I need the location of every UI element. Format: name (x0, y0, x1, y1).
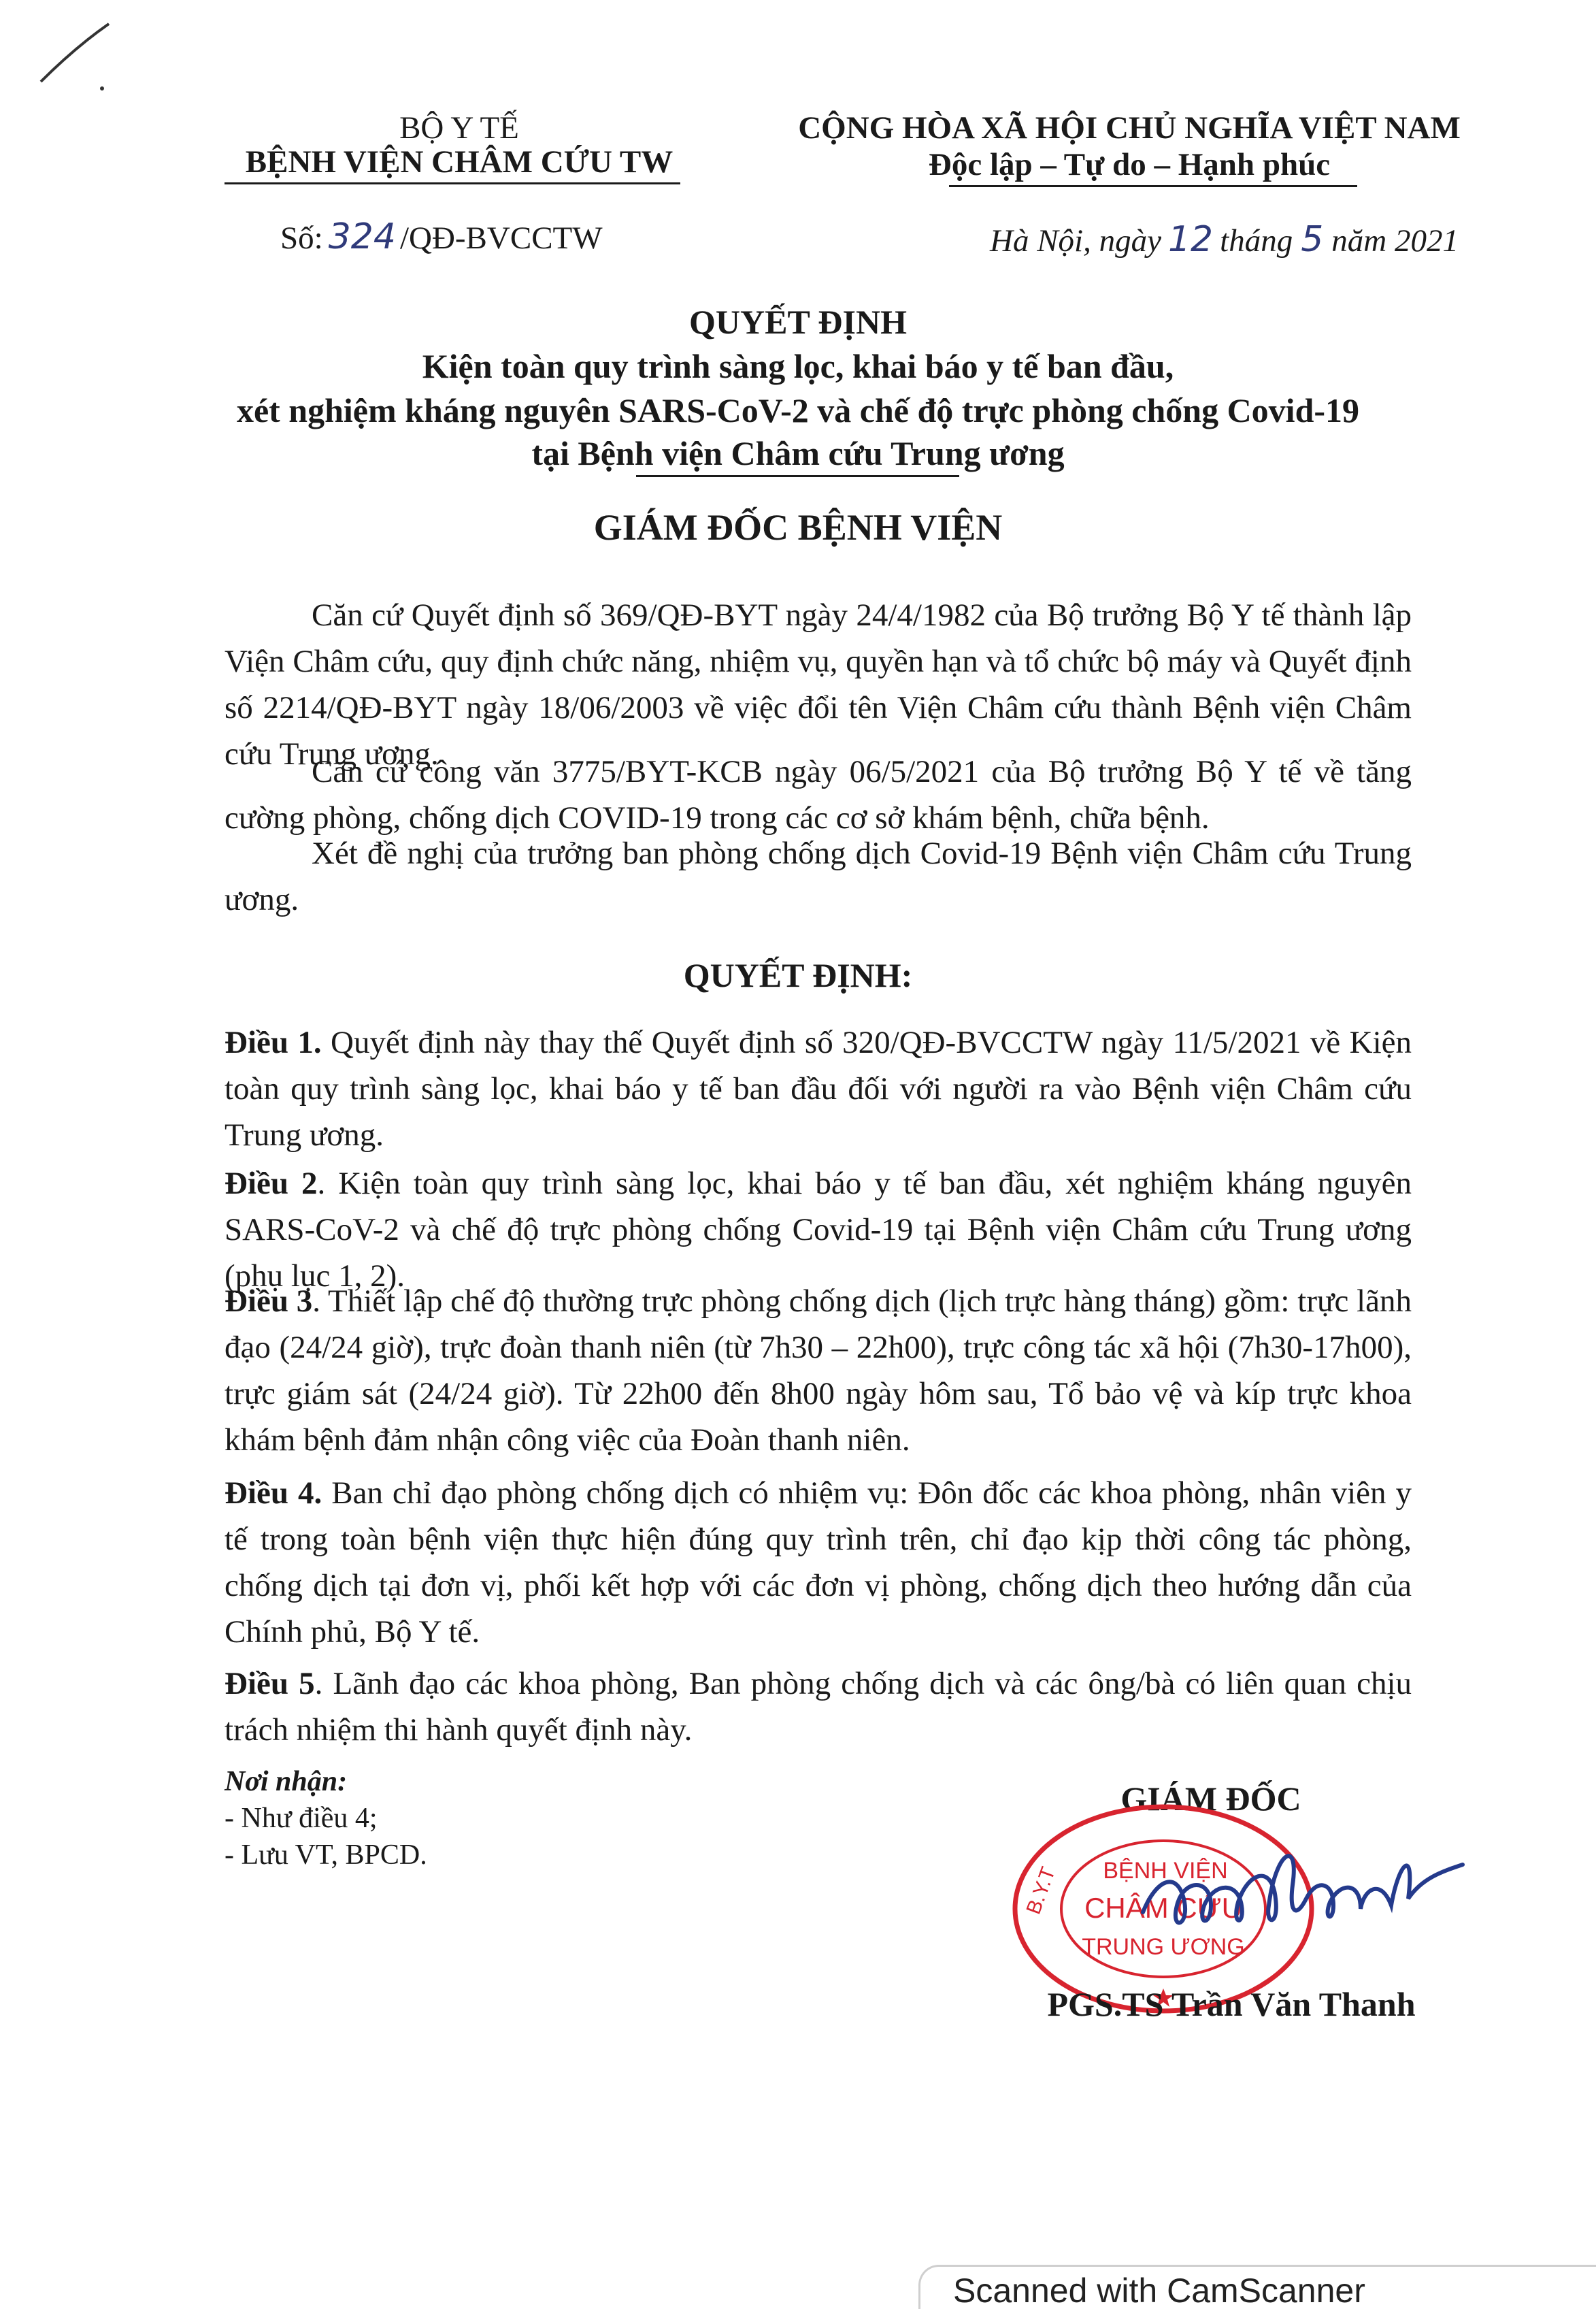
article-3-label: Điều 3 (225, 1283, 313, 1319)
authority-heading: GIÁM ĐỐC BỆNH VIỆN (593, 507, 1003, 548)
title-line-1: Kiện toàn quy trình sàng lọc, khai báo y tế ban đầu, (422, 347, 1174, 385)
scan-pen-mark (27, 14, 122, 95)
recipient-item: - Như điều 4; (225, 1803, 378, 1834)
decision-heading: QUYẾT ĐỊNH: (683, 956, 913, 994)
scanner-badge-text: Scanned with CamScanner (953, 2272, 1365, 2309)
article-4-text: Ban chỉ đạo phòng chống dịch có nhiệm vụ: Đôn đốc các khoa phòng, nhân viên y tế trong toàn bệnh viện thực hiện đúng quy trình trên, chỉ đạo kịp thời công tác phòng, chống dịch tại đơn vị, phối kết hợp với các đơn vị phòng, chống dịch theo hướng dẫn của Chính phủ, Bộ Y tế. (225, 1475, 1412, 1650)
ministry-name: BỘ Y TẾ (399, 110, 519, 146)
article-5 (225, 1660, 1412, 1753)
preamble-paragraph-3: Xét đề nghị của trưởng ban phòng chống dịch Covid-19 Bệnh viện Châm cứu Trung ương. (225, 836, 1412, 917)
motto-underline (949, 185, 1357, 187)
hospital-underline (225, 182, 680, 184)
document-type-title: QUYẾT ĐỊNH (689, 303, 907, 341)
article-1-text: Quyết định này thay thế Quyết định số 320/QĐ-BVCCTW ngày 11/5/2021 về Kiện toàn quy trình sàng lọc, khai báo y tế ban đầu đối với người ra vào Bệnh viện Châm cứu Trung ương. (225, 1025, 1412, 1153)
doc-no-suffix: /QĐ-BVCCTW (399, 220, 603, 256)
doc-no-prefix: Số: (280, 220, 323, 256)
scanner-badge (918, 2265, 1596, 2309)
stamp-line-bottom: TRUNG ƯƠNG (1082, 1934, 1245, 1960)
national-motto: Độc lập – Tự do – Hạnh phúc (928, 147, 1331, 182)
article-3 (225, 1278, 1412, 1463)
article-1 (225, 1019, 1412, 1158)
signer-name: PGS.TS Trần Văn Thanh (1047, 1985, 1416, 2023)
article-5-label: Điều 5 (225, 1666, 315, 1701)
date-prefix: Hà Nội, ngày (990, 223, 1161, 259)
doc-no-handwritten: 324 (328, 216, 396, 257)
country-name: CỘNG HÒA XÃ HỘI CHỦ NGHĨA VIỆT NAM (798, 110, 1461, 146)
hospital-name: BỆNH VIỆN CHÂM CỨU TW (245, 144, 674, 180)
article-1-label: Điều 1. (225, 1025, 322, 1060)
document-number (280, 216, 757, 259)
date-day-handwritten: 12 (1167, 219, 1214, 260)
article-3-text: . Thiết lập chế độ thường trực phòng chống dịch (lịch trực hàng tháng) gồm: trực lãnh đạo (24/24 giờ), trực đoàn thanh niên (từ 7h30 – 22h00), trực công tác xã hội (7h30-17h00), trực giám sát (24/24 giờ). Từ 22h00 đến 8h00 ngày hôm sau, Tổ bảo vệ và kíp trực khoa khám bệnh đảm nhận công việc của Đoàn thanh niên. (225, 1283, 1412, 1458)
issue-date (990, 219, 1575, 261)
stamp-line-middle: CHÂM CỨU (1084, 1892, 1242, 1924)
recipients-label: Nơi nhận: (225, 1766, 348, 1797)
title-line-2: xét nghiệm kháng nguyên SARS-CoV-2 và chế độ trực phòng chống Covid-19 (236, 391, 1360, 429)
title-underline (636, 475, 959, 477)
article-4-label: Điều 4. (225, 1475, 322, 1511)
stamp-line-top: BỆNH VIỆN (1103, 1858, 1228, 1884)
preamble-paragraph-1: Căn cứ Quyết định số 369/QĐ-BYT ngày 24/4/1982 của Bộ trưởng Bộ Y tế thành lập Viện Châm cứu, quy định chức năng, nhiệm vụ, quyền hạn và tổ chức bộ máy và Quyết định số 2214/QĐ-BYT ngày 18/06/2003 về việc đổi tên Viện Châm cứu thành Bệnh viện Châm cứu Trung ương. (225, 597, 1412, 772)
article-2-text: . Kiện toàn quy trình sàng lọc, khai báo y tế ban đầu, xét nghiệm kháng nguyên SARS-CoV-2 và chế độ trực phòng chống Covid-19 tại Bệnh viện Châm cứu Trung ương (phụ lục 1, 2). (225, 1166, 1412, 1294)
date-month-handwritten: 5 (1301, 219, 1324, 260)
handwritten-signature (1129, 1824, 1483, 1960)
recipient-item: - Lưu VT, BPCD. (225, 1839, 427, 1871)
stamp-left-letters: B.Y.T (1022, 1864, 1060, 1918)
title-line-3: tại Bệnh viện Châm cứu Trung ương (531, 434, 1065, 472)
article-4 (225, 1470, 1412, 1655)
preamble-paragraph-2: Căn cứ công văn 3775/BYT-KCB ngày 06/5/2021 của Bộ trưởng Bộ Y tế về tăng cường phòng, chống dịch COVID-19 trong các cơ sở khám bệnh, chữa bệnh. (225, 754, 1412, 836)
article-2-label: Điều 2 (225, 1166, 318, 1201)
date-year: năm 2021 (1331, 223, 1459, 259)
date-month-label: tháng (1220, 223, 1293, 259)
signer-title: GIÁM ĐỐC (1120, 1780, 1301, 1818)
article-5-text: . Lãnh đạo các khoa phòng, Ban phòng chống dịch và các ông/bà có liên quan chịu trách nhiệm thi hành quyết định này. (225, 1666, 1412, 1748)
